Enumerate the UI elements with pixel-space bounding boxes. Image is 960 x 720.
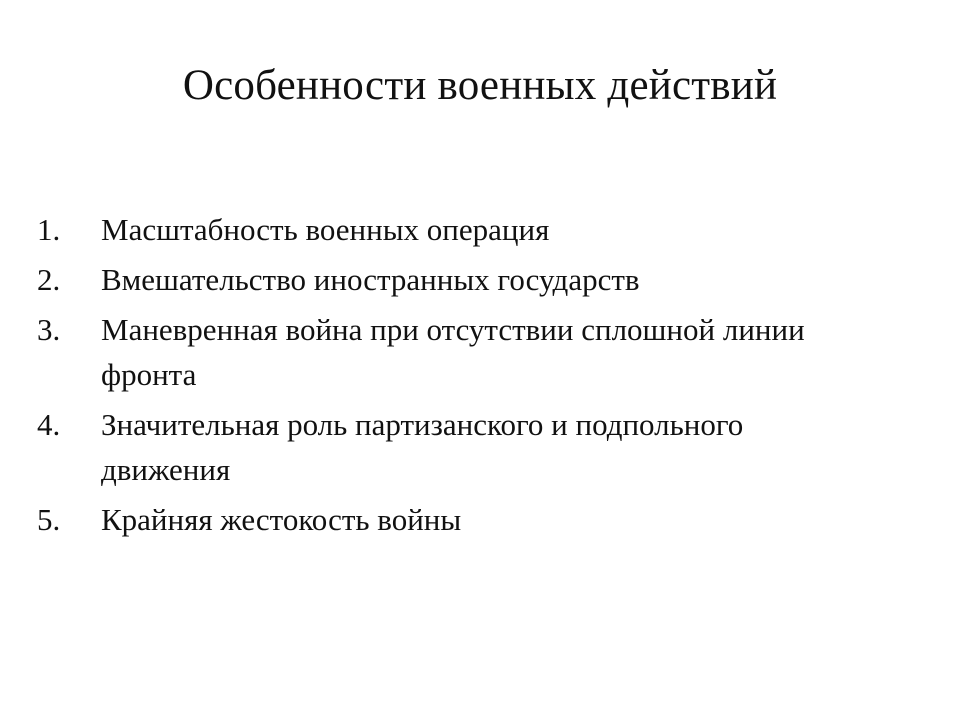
list-item [37, 257, 917, 302]
list-item-text: Значительная роль партизанского и подпольного движения [101, 407, 744, 487]
list-item [37, 402, 917, 492]
slide-title: Особенности военных действий [182, 62, 778, 109]
list-item [37, 207, 917, 252]
list-item-text: Маневренная война при отсутствии сплошной линии фронта [101, 312, 805, 392]
list-item-number: 3. [37, 312, 61, 347]
content-list [37, 207, 917, 547]
list-item-number: 5. [37, 502, 61, 537]
list-item-text: Вмешательство иностранных государств [101, 262, 640, 297]
list-item-text: Крайняя жестокость войны [101, 502, 462, 537]
list-item-number: 1. [37, 212, 61, 247]
list-item-number: 4. [37, 407, 61, 442]
list-item [37, 497, 917, 542]
list-item [37, 307, 917, 397]
list-item-text: Масштабность военных операция [101, 212, 550, 247]
list-item-number: 2. [37, 262, 61, 297]
